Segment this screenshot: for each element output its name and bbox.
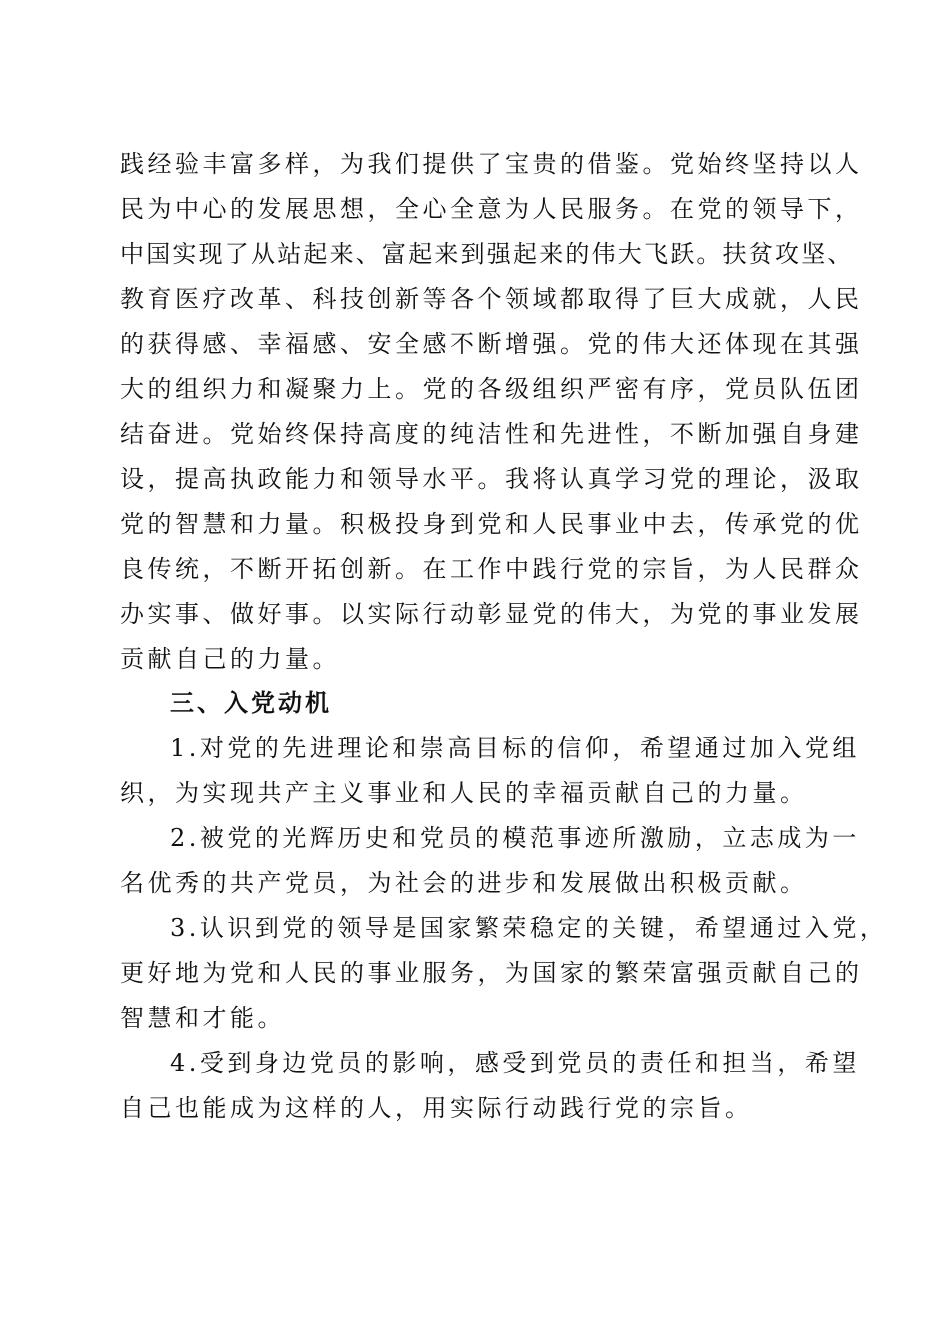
text-line: 大的组织力和凝聚力上。党的各级组织严密有序，党员队伍团	[120, 375, 863, 403]
text-line: 教育医疗改革、科技创新等各个领域都取得了巨大成就，人民	[120, 285, 863, 313]
text-line: 良传统，不断开拓创新。在工作中践行党的宗旨，为人民群众	[120, 555, 863, 583]
text-line: 设，提高执政能力和领导水平。我将认真学习党的理论，汲取	[120, 465, 863, 493]
text-line: 民为中心的发展思想，全心全意为人民服务。在党的领导下，	[120, 195, 863, 223]
text-line: 名优秀的共产党员，为社会的进步和发展做出积极贡献。	[120, 869, 808, 897]
text-line: 2.被党的光辉历史和党员的模范事迹所激励，立志成为一	[170, 824, 860, 852]
text-line: 自己也能成为这样的人，用实际行动践行党的宗旨。	[120, 1094, 753, 1122]
text-line: 3.认识到党的领导是国家繁荣稳定的关键，希望通过入党，	[170, 914, 888, 942]
text-line: 贡献自己的力量。	[120, 645, 340, 673]
text-line: 的获得感、幸福感、安全感不断增强。党的伟大还体现在其强	[120, 330, 863, 358]
text-line: 中国实现了从站起来、富起来到强起来的伟大飞跃。扶贫攻坚、	[120, 240, 854, 268]
text-line: 4.受到身边党员的影响，感受到党员的责任和担当，希望	[170, 1049, 860, 1077]
text-line: 结奋进。党始终保持高度的纯洁性和先进性，不断加强自身建	[120, 420, 863, 448]
text-line: 党的智慧和力量。积极投身到党和人民事业中去，传承党的优	[120, 510, 863, 538]
text-line: 智慧和才能。	[120, 1004, 285, 1032]
text-line: 办实事、做好事。以实际行动彰显党的伟大，为党的事业发展	[120, 600, 863, 628]
text-line: 1.对党的先进理论和崇高目标的信仰，希望通过加入党组	[170, 734, 860, 762]
text-line: 织，为实现共产主义事业和人民的幸福贡献自己的力量。	[120, 779, 808, 807]
text-line: 更好地为党和人民的事业服务，为国家的繁荣富强贡献自己的	[120, 959, 863, 987]
text-line: 践经验丰富多样，为我们提供了宝贵的借鉴。党始终坚持以人	[120, 150, 863, 178]
section-heading: 三、入党动机	[170, 689, 332, 717]
